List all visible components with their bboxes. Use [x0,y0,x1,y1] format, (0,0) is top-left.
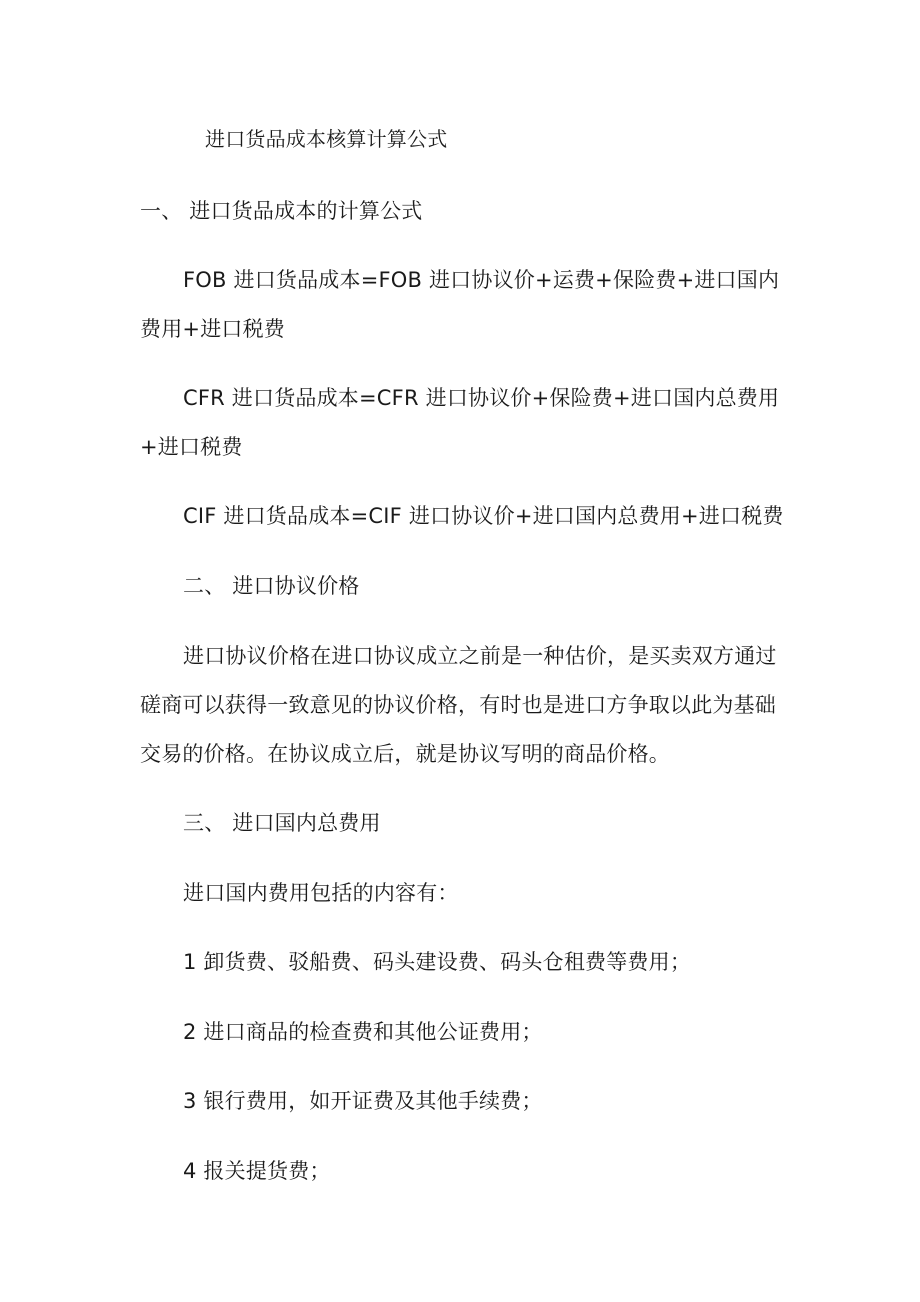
section-heading-1: 一、 进口货品成本的计算公式 [140,199,423,223]
formula-fob-line-2: 费用+进口税费 [140,317,285,341]
list-intro: 进口国内费用包括的内容有： [183,881,459,905]
formula-fob-line-1: FOB 进口货品成本=FOB 进口协议价+运费+保险费+进口国内 [183,268,780,292]
section-heading-3: 三、 进口国内总费用 [183,811,381,835]
formula-cfr-line-2: +进口税费 [140,435,243,459]
formula-cfr-line-1: CFR 进口货品成本=CFR 进口协议价+保险费+进口国内总费用 [183,386,780,410]
list-item-4: 4 报关提货费； [183,1159,331,1183]
paragraph-line-2: 磋商可以获得一致意见的协议价格，有时也是进口方争取以此为基础 [140,693,776,717]
paragraph-line-3: 交易的价格。在协议成立后，就是协议写明的商品价格。 [140,742,670,766]
formula-cif-line: CIF 进口货品成本=CIF 进口协议价+进口国内总费用+进口税费 [183,504,784,528]
list-item-3: 3 银行费用，如开证费及其他手续费； [183,1089,543,1113]
paragraph-line-1: 进口协议价格在进口协议成立之前是一种估价，是买卖双方通过 [183,644,777,668]
section-heading-2: 二、 进口协议价格 [183,574,360,598]
list-item-2: 2 进口商品的检查费和其他公证费用； [183,1020,543,1044]
document-title: 进口货品成本核算计算公式 [205,127,448,151]
list-item-1: 1 卸货费、驳船费、码头建设费、码头仓租费等费用； [183,950,692,974]
